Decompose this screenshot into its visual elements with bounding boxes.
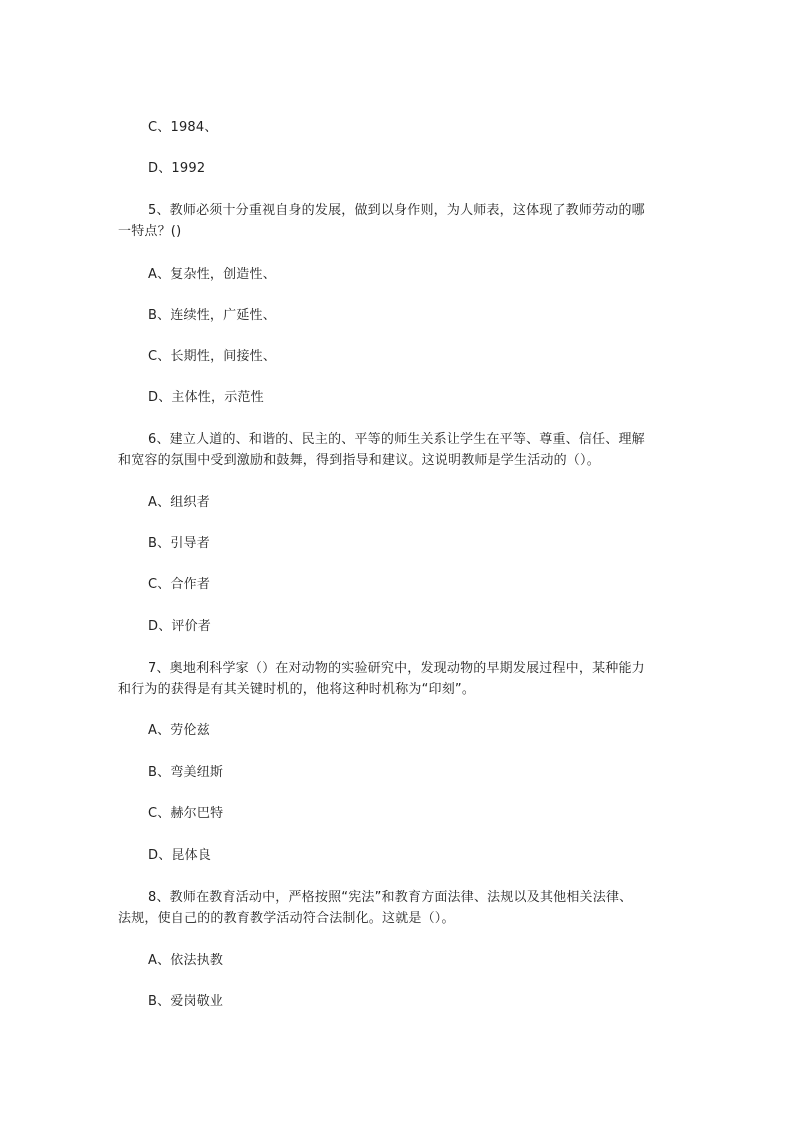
question-7-option-d: D、昆体良	[148, 848, 212, 863]
question-7-option-c: C、赫尔巴特	[148, 806, 224, 821]
question-6-line-1: 6、建立人道的、和谐的、民主的、平等的师生关系让学生在平等、尊重、信任、理解	[148, 432, 645, 447]
option-c-1984: C、1984、	[148, 120, 218, 135]
question-7-line-1: 7、奥地利科学家（）在对动物的实验研究中，发现动物的早期发展过程中，某种能力	[148, 661, 645, 676]
option-d-1992: D、1992	[148, 161, 206, 176]
question-5-option-d: D、主体性，示范性	[148, 390, 264, 405]
question-8-line-2: 法规，使自己的的教育教学活动符合法制化。这就是（）。	[118, 911, 455, 926]
question-7-option-a: A、劳伦兹	[148, 723, 210, 738]
question-6-line-2: 和宽容的氛围中受到激励和鼓舞，得到指导和建议。这说明教师是学生活动的（）。	[118, 453, 600, 468]
question-6-option-b: B、引导者	[148, 536, 210, 551]
question-8-option-b: B、爱岗敬业	[148, 994, 224, 1009]
question-5-option-b: B、连续性，广延性、	[148, 308, 276, 323]
question-7-line-2: 和行为的获得是有其关键时机的，他将这种时机称为“印刻”。	[118, 682, 476, 697]
question-5-option-c: C、长期性，间接性、	[148, 349, 277, 364]
question-6-option-c: C、合作者	[148, 577, 211, 592]
question-8-line-1: 8、教师在教育活动中，严格按照“宪法”和教育方面法律、法规以及其他相关法律、	[148, 890, 633, 905]
question-5-option-a: A、复杂性，创造性、	[148, 267, 276, 282]
question-6-option-d: D、评价者	[148, 619, 212, 634]
question-5-line-2: 一特点？()	[118, 224, 182, 239]
question-8-option-a: A、依法执教	[148, 953, 224, 968]
question-5-line-1: 5、教师必须十分重视自身的发展，做到以身作则，为人师表，这体现了教师劳动的哪	[148, 203, 645, 218]
question-6-option-a: A、组织者	[148, 495, 210, 510]
question-7-option-b: B、弯美纽斯	[148, 765, 224, 780]
